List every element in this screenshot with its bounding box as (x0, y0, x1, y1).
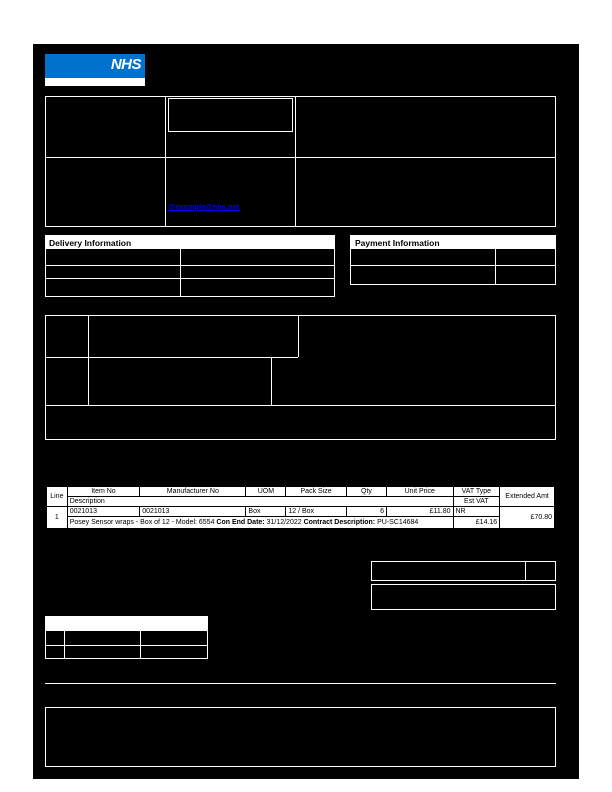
delivery-row-divider-1 (45, 265, 335, 266)
delivery-information-title: Delivery Information (49, 238, 132, 248)
footer-table-row-divider-2 (45, 645, 208, 646)
totals-box-outer (371, 561, 556, 581)
row-vat-type: NR (453, 507, 500, 517)
notes-table-col-divider-3 (271, 357, 272, 405)
items-header-unit-price: Unit Price (387, 487, 453, 497)
row-qty: 6 (346, 507, 386, 517)
row-description-contract-label: Contract Description: (303, 519, 376, 526)
header-table-divider-2 (295, 96, 296, 227)
items-header-est-vat: Est VAT (453, 497, 500, 507)
supplier-email-link[interactable]: @example@nhs.net (168, 202, 240, 211)
items-table (45, 485, 556, 530)
row-description (67, 517, 453, 529)
totals-box-secondary (371, 584, 556, 610)
delivery-col-divider (180, 249, 181, 297)
items-header-manufacturer-no: Manufacturer No (140, 487, 246, 497)
totals-box-divider (525, 561, 526, 581)
row-description-contract-value: PU-SC14684 (375, 519, 419, 526)
header-table-outer (45, 96, 556, 227)
header-table-divider-1 (165, 96, 166, 227)
payment-col-divider (495, 249, 496, 285)
footer-table-outer (45, 616, 208, 659)
payment-row-divider (350, 265, 556, 266)
row-description-con-end-value: 31/12/2022 (264, 519, 304, 526)
items-header-description: Description (67, 497, 453, 507)
notes-table-row-divider-2 (45, 405, 556, 406)
delivery-row-divider-2 (45, 278, 335, 279)
row-item-no: 0021013 (67, 507, 139, 517)
row-line-number: 1 (47, 507, 68, 529)
row-extended-amt: £70.80 (500, 507, 555, 529)
nhs-logo-text: NHS (110, 56, 141, 73)
items-header-line: Line (47, 487, 68, 507)
notes-table-row-divider-1 (45, 357, 298, 358)
notes-table-outer (45, 315, 556, 440)
table-row (47, 507, 555, 517)
items-header-uom: UOM (246, 487, 286, 497)
table-row-description (47, 517, 555, 529)
items-table-header-row-1 (47, 487, 555, 497)
terms-box (45, 707, 556, 767)
payment-information-title: Payment Information (355, 238, 440, 248)
row-unit-price: £11.80 (387, 507, 453, 517)
items-header-qty: Qty (346, 487, 386, 497)
items-table-header-row-2 (47, 497, 555, 507)
row-manufacturer-no: 0021013 (140, 507, 246, 517)
row-description-con-end-label: Con End Date: (216, 519, 265, 526)
footer-table-col-divider-1 (64, 630, 65, 659)
notes-table-col-divider-2 (298, 315, 299, 357)
nhs-logo (45, 54, 145, 86)
footer-table-row-divider-1 (45, 630, 208, 631)
items-header-vat-type: VAT Type (453, 487, 500, 497)
items-header-pack-size: Pack Size (286, 487, 347, 497)
row-uom: Box (246, 507, 286, 517)
header-table-row-divider (45, 157, 556, 158)
items-header-extended-amt: Extended Amt (500, 487, 555, 507)
items-header-item-no: Item No (67, 487, 139, 497)
row-est-vat: £14.16 (453, 517, 500, 529)
footer-table-col-divider-2 (140, 630, 141, 659)
footer-separator-rule (45, 683, 556, 684)
row-pack-size: 12 / Box (286, 507, 347, 517)
order-number-box (168, 98, 293, 132)
notes-table-col-divider (88, 315, 89, 405)
row-description-part-1: Posey Sensor wraps - Box of 12 - Model: 6554 (69, 519, 217, 526)
